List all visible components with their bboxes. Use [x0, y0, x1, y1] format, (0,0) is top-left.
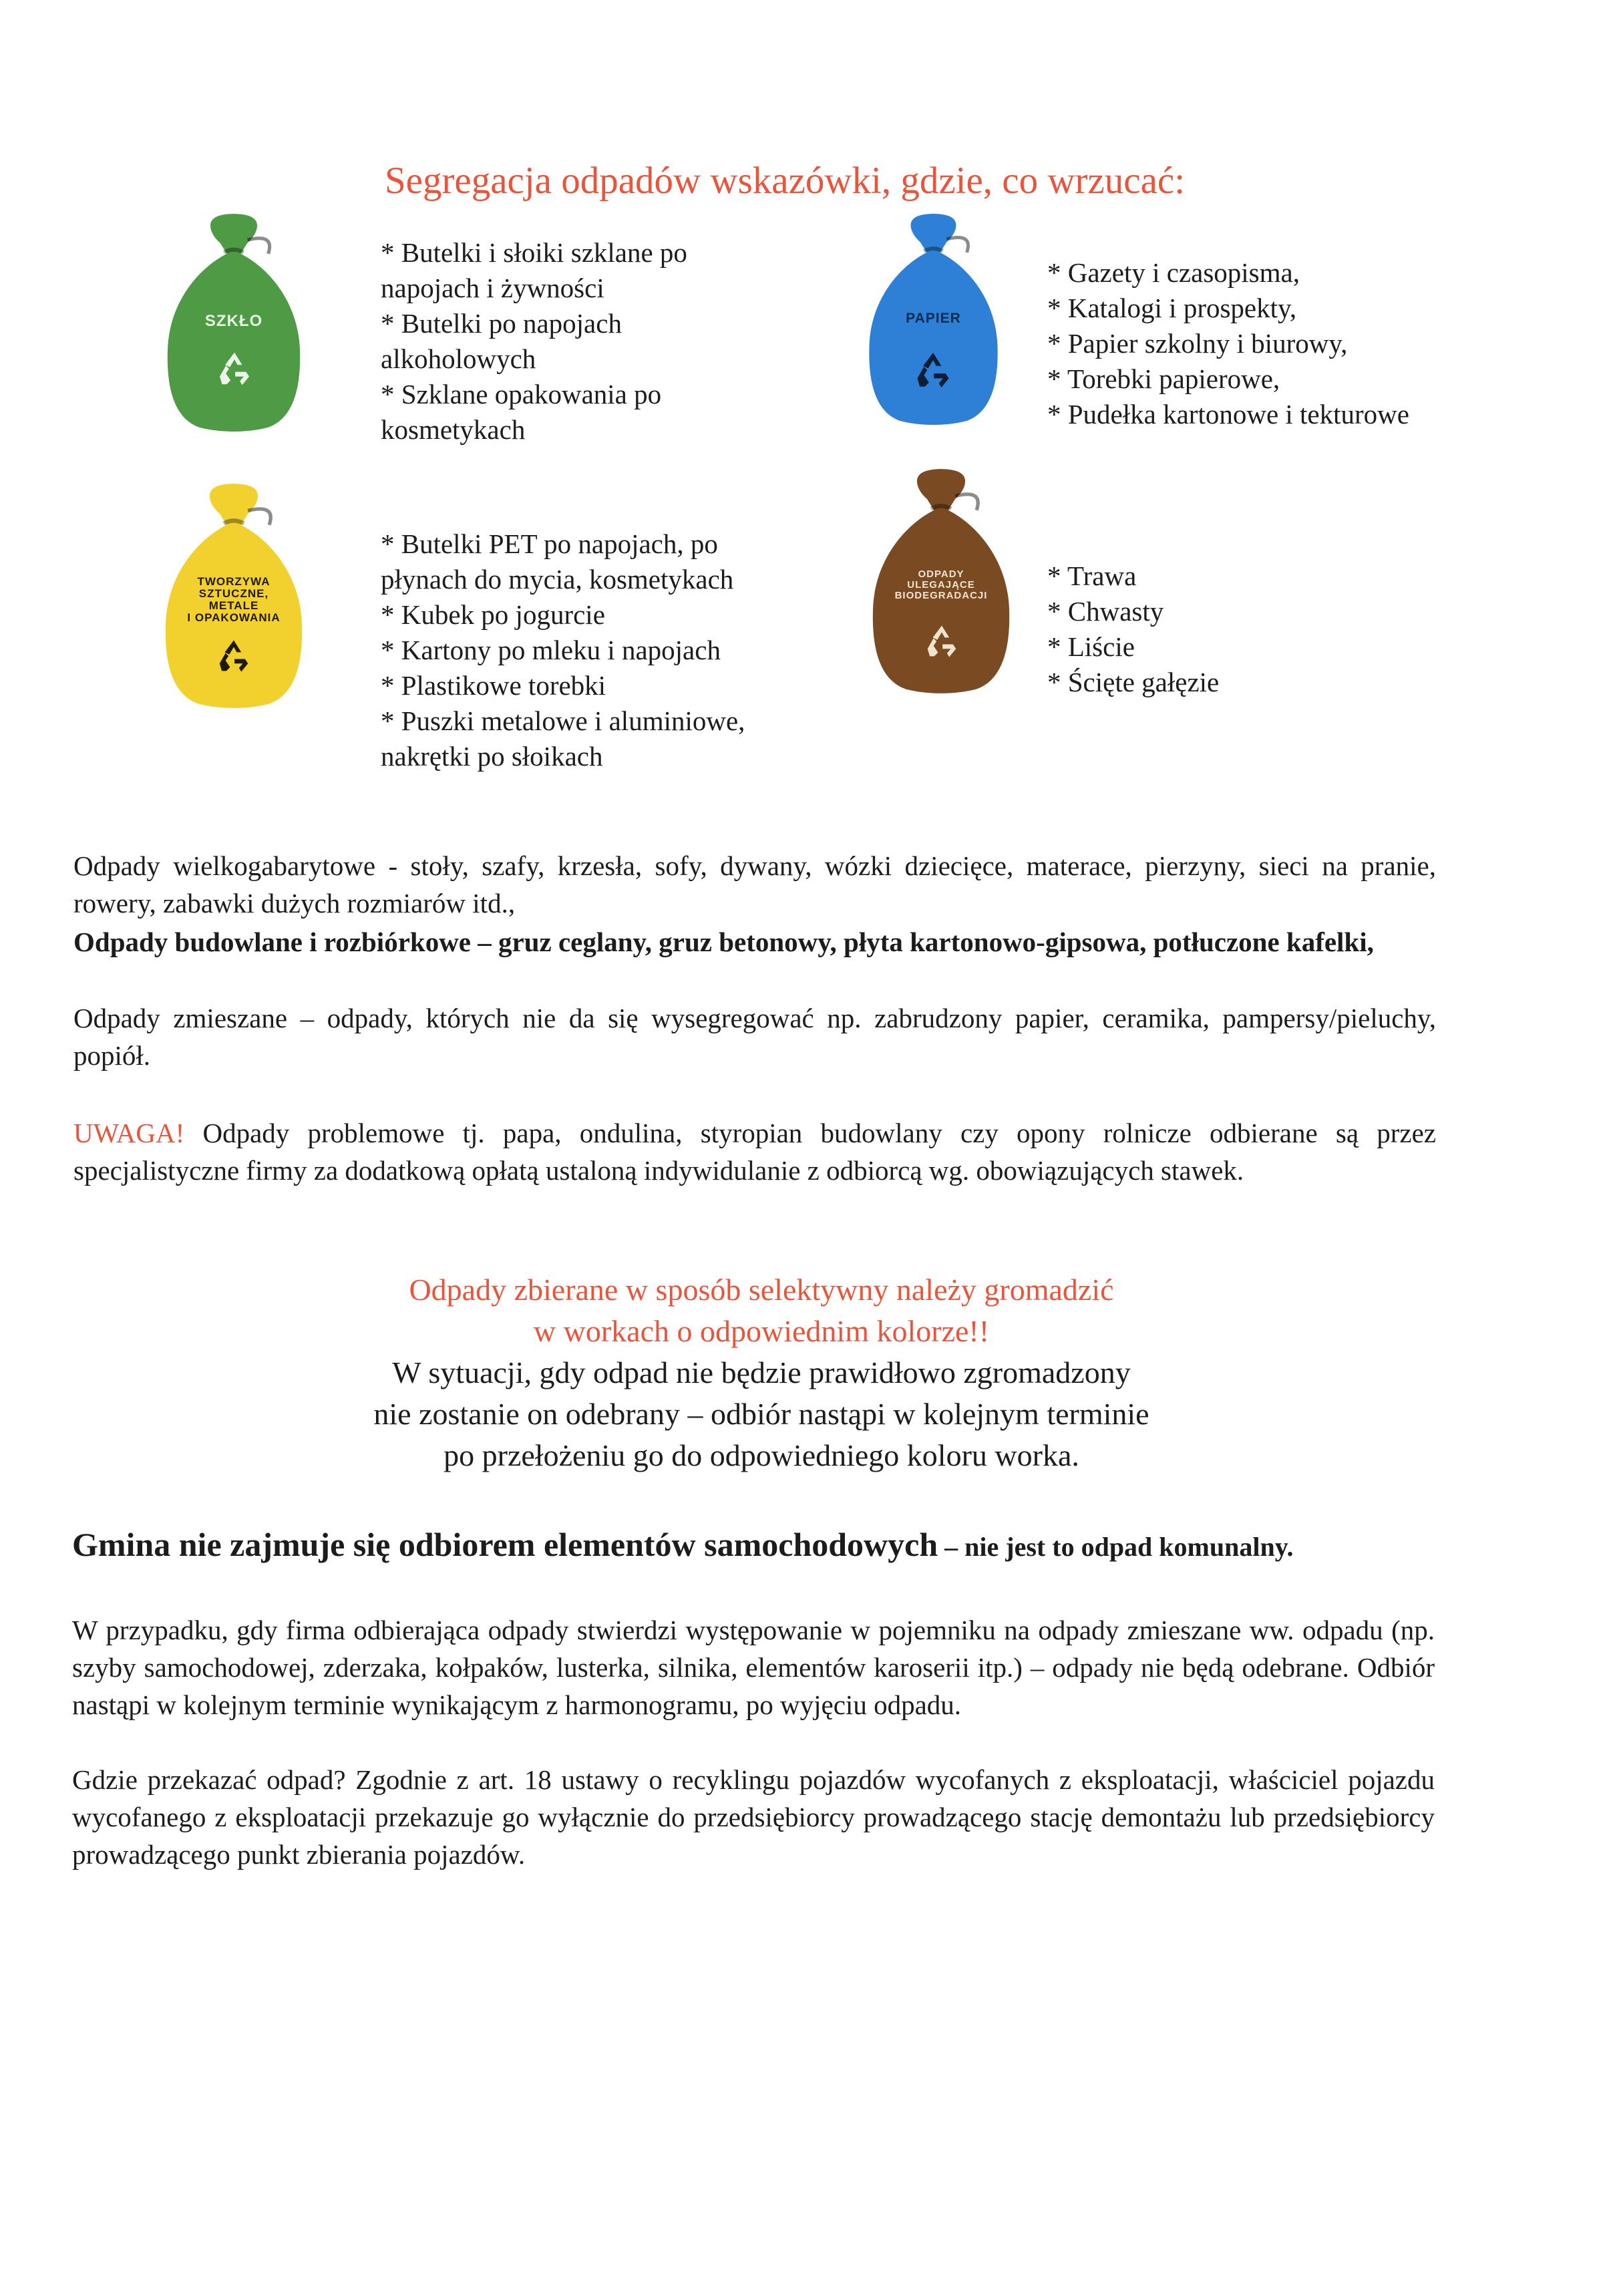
list-item: kosmetykach — [381, 414, 526, 445]
list-item: * Puszki metalowe i aluminiowe, — [381, 705, 745, 736]
list-item: alkoholowych — [381, 343, 536, 374]
paragraph-wielkogabarytowe: Odpady wielkogabarytowe - stoły, szafy, krzesła, sofy, dywany, wózki dziecięce, materace, pierzyny, sieci na pranie, rowery, zabawki dużych rozmiarów itd., — [73, 850, 1436, 919]
paragraph-budowlane: Odpady budowlane i rozbiórkowe – gruz ceglany, gruz betonowy, płyta kartonowo-gipsowa, potłuczone kafelki, — [73, 927, 1374, 957]
recycle-icon — [215, 349, 254, 388]
notice-block — [134, 1269, 1389, 1476]
plastic-bag-icon — [160, 482, 307, 709]
list-item: * Gazety i czasopisma, — [1047, 257, 1300, 288]
recycle-icon — [923, 623, 960, 660]
list-item: * Chwasty — [1047, 596, 1164, 627]
list-item: * Trawa — [1047, 560, 1137, 591]
glass-items-list — [381, 235, 781, 448]
list-item: * Kubek po jogurcie — [381, 599, 605, 630]
notice-line-2: w workach o odpowiednim kolorze!! — [533, 1314, 990, 1348]
list-item: napojach i żywności — [381, 273, 604, 303]
list-item: płynach do mycia, kosmetykach — [381, 564, 734, 595]
paragraph-uwaga — [73, 1114, 1436, 1189]
gmina-heading-rest: – nie jest to odpad komunalny. — [938, 1532, 1294, 1562]
list-item: * Katalogi i prospekty, — [1047, 293, 1297, 323]
notice-line-5: po przełożeniu go do odpowiedniego koloru worka. — [443, 1438, 1079, 1472]
list-item: * Kartony po mleku i napojach — [381, 635, 721, 665]
list-item: * Ścięte gałęzie — [1047, 667, 1220, 697]
list-item: nakrętki po słoikach — [381, 741, 603, 772]
list-item: * Plastikowe torebki — [381, 670, 606, 701]
paragraph-zmieszane: Odpady zmieszane – odpady, których nie da się wysegregować np. zabrudzony papier, ceramika, pampersy/pieluchy, popiół. — [73, 1003, 1436, 1071]
bio-bag-label: ODPADY ULEGAJĄCE BIODEGRADACJI — [894, 568, 988, 601]
warning-label: UWAGA! — [73, 1118, 185, 1148]
glass-bag-label: SZKŁO — [204, 312, 263, 330]
list-item: * Butelki PET po napojach, po — [381, 528, 718, 559]
list-item: * Pudełka kartonowe i tekturowe — [1047, 399, 1409, 430]
list-item: * Szklane opakowania po — [381, 379, 662, 409]
paper-bag-icon — [862, 212, 1005, 426]
bio-bag-icon — [868, 468, 1014, 695]
warning-text: Odpady problemowe tj. papa, ondulina, styropian budowlany czy opony rolnicze odbierane są przez specjalistyczne firmy za dodatkową opłatą ustaloną indywidulanie z odbiorcą wg. obowiązujących stawek. — [73, 1118, 1436, 1186]
gmina-heading-main: Gmina nie zajmuje się odbiorem elementów samochodowych — [72, 1526, 938, 1563]
notice-line-1: Odpady zbierane w sposób selektywny należy gromadzić — [409, 1273, 1114, 1307]
recycle-icon — [912, 349, 954, 391]
paper-bag-label: PAPIER — [906, 311, 961, 326]
notice-line-3: W sytuacji, gdy odpad nie będzie prawidłowo zgromadzony — [392, 1355, 1131, 1389]
plastic-bag-label: TWORZYWA SZTUCZNE, METALE I OPAKOWANIA — [187, 575, 281, 624]
list-item: * Papier szkolny i biurowy, — [1047, 328, 1348, 359]
glass-bag-icon — [160, 212, 307, 433]
notice-line-4: nie zostanie on odebrany – odbiór nastąpi w kolejnym terminie — [373, 1397, 1149, 1431]
page-title: Segregacja odpadów wskazówki, gdzie, co wrzucać: — [384, 160, 1186, 202]
plastic-items-list — [381, 526, 835, 774]
list-item: * Torebki papierowe, — [1047, 363, 1280, 394]
gmina-heading — [72, 1524, 1435, 1567]
recycle-icon — [215, 637, 252, 675]
list-item: * Butelki i słoiki szklane po — [381, 237, 687, 268]
list-item: * Butelki po napojach — [381, 308, 622, 339]
gmina-paragraph-1: W przypadku, gdy firma odbierająca odpady stwierdzi występowanie w pojemniku na odpady zmieszane ww. odpadu (np. szyby samochodowej, zderzaka, kołpaków, lusterka, silnika, elementów karoserii itp.) – odpady nie będą odebrane. Odbiór nastąpi w kolejnym terminie wynikającym z harmonogramu, po wyjęciu odpadu. — [72, 1615, 1435, 1720]
paper-items-list — [1047, 255, 1515, 432]
bio-items-list — [1047, 558, 1381, 700]
list-item: * Liście — [1047, 631, 1135, 662]
gmina-paragraph-2: Gdzie przekazać odpad? Zgodnie z art. 18 ustawy o recyklingu pojazdów wycofanych z eksploatacji, właściciel pojazdu wycofanego z eksploatacji przekazuje go wyłącznie do przedsiębiorcy prowadzącego stację demontażu lub przedsiębiorcy prowadzącego punkt zbierania pojazdów. — [72, 1764, 1435, 1870]
